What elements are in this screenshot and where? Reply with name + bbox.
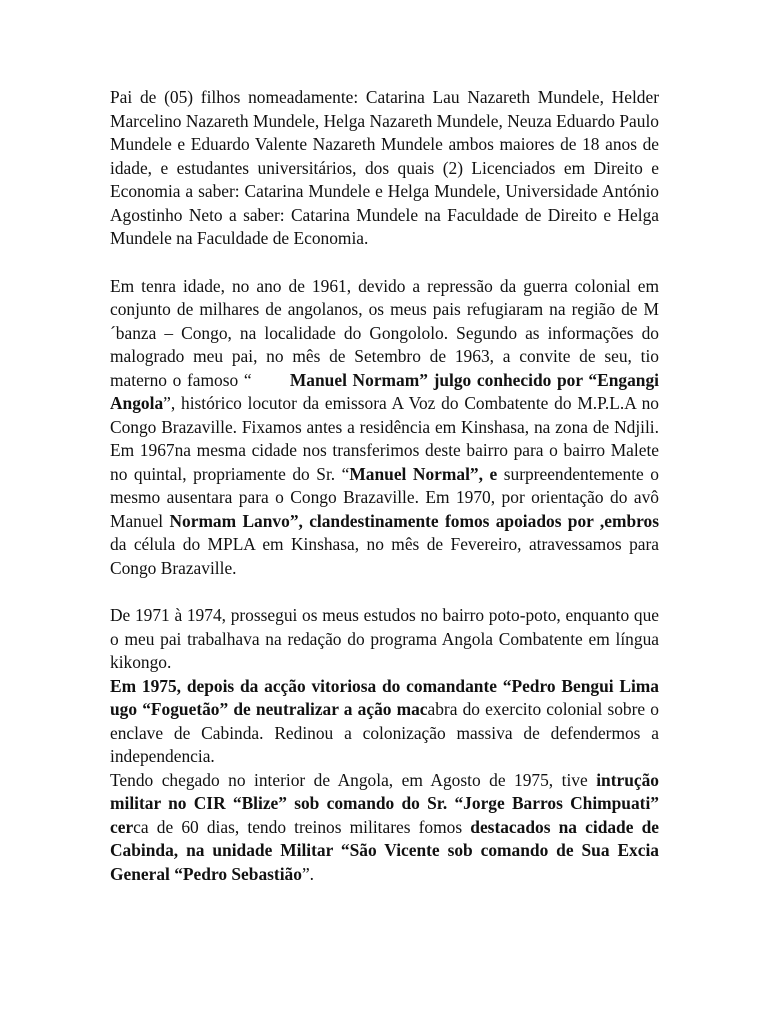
paragraph-children: Pai de (05) filhos nomeadamente: Catarina Lau Nazareth Mundele, Helder Marcelino Nazareth Mundele, Helga Nazareth Mundele, Neuza Eduardo Paulo Mundele e Eduardo Valente Nazareth Mundele ambos maiores de 18 anos de idade, e estudantes universitários, dos quais (2) Licenciados em Direito e Economia a saber: Catarina Mundele e Helga Mundele, Universidade António Agostinho Neto a saber: Catarina Mundele na Faculdade de Direito e Helga Mundele na Faculdade de Economia. xyxy=(110,87,659,248)
bold-run: Em 1975, depois da acção vitoriosa do comandante “Pedro Bengui Lima ugo “Foguetão” de neutralizar a ação mac xyxy=(110,675,659,719)
text-run: ca de 60 dias, tendo treinos militares fomos xyxy=(133,816,471,837)
bold-run: ”, clandestinamente fomos apoiados por ,embros xyxy=(289,510,659,531)
paragraph-childhood xyxy=(110,275,659,581)
text-run: surpreendentemente o mesmo ausentara para o Congo Brazaville. Em 1970, por orientação do avô Manuel xyxy=(110,463,659,531)
text-run: Tendo chegado no interior de Angola, em Agosto de 1975, tive xyxy=(110,769,597,790)
paragraph-studies: De 1971 à 1974, prossegui os meus estudos no bairro poto-poto, enquanto que o meu pai trabalhava na redação do programa Angola Combatente em língua kikongo. xyxy=(110,605,659,672)
bold-run: Manuel Normam” julgo conhecido por “Engangi Angola xyxy=(110,369,659,413)
text-run: ”, histórico locutor da emissora A Voz do Combatente do M.P.L.A no Congo Brazaville. Fixamos antes a residência em Kinshasa, na zona de Ndjili. Em 1967na mesma cidade nos transferimos deste bairro para o bairro Malete no quintal, propriamente do Sr. “ xyxy=(110,393,659,484)
text-run: Em tenra idade, no ano de 1961, devido a repressão da guerra colonial em conjunto de milhares de angolanos, os meus pais refugiaram na região de M´banza – Congo, na localidade do Gongololo. Segundo as informações do malogrado meu pai, no mês de Setembro de 1963, a convite de seu, tio materno o famoso xyxy=(110,275,659,390)
text-run: da célula do MPLA em Kinshasa, no mês de Fevereiro, atravessamos para Congo Brazaville. xyxy=(110,534,659,578)
bold-run: Manuel Normal xyxy=(349,463,470,484)
bold-run: intrução militar no CIR “Blize” sob comando do Sr. “Jorge Barros Chimpuati” cer xyxy=(110,769,659,837)
text-run: “ xyxy=(243,369,252,390)
document-page xyxy=(110,86,659,886)
bold-run: destacados na cidade de Cabinda, na unidade Militar “São Vicente sob comando de Sua Excia General “Pedro Sebastião xyxy=(110,816,659,884)
paragraph-military-training xyxy=(110,769,659,887)
paragraph-1975-action xyxy=(110,675,659,769)
text-run: abra do exercito colonial sobre o enclave de Cabinda. Redinou a colonização massiva de defendermos a independencia. xyxy=(110,699,659,766)
bold-run: ”, e xyxy=(469,463,498,484)
bold-run: Normam Lanvo xyxy=(169,510,290,531)
text-run: ”. xyxy=(301,863,315,884)
